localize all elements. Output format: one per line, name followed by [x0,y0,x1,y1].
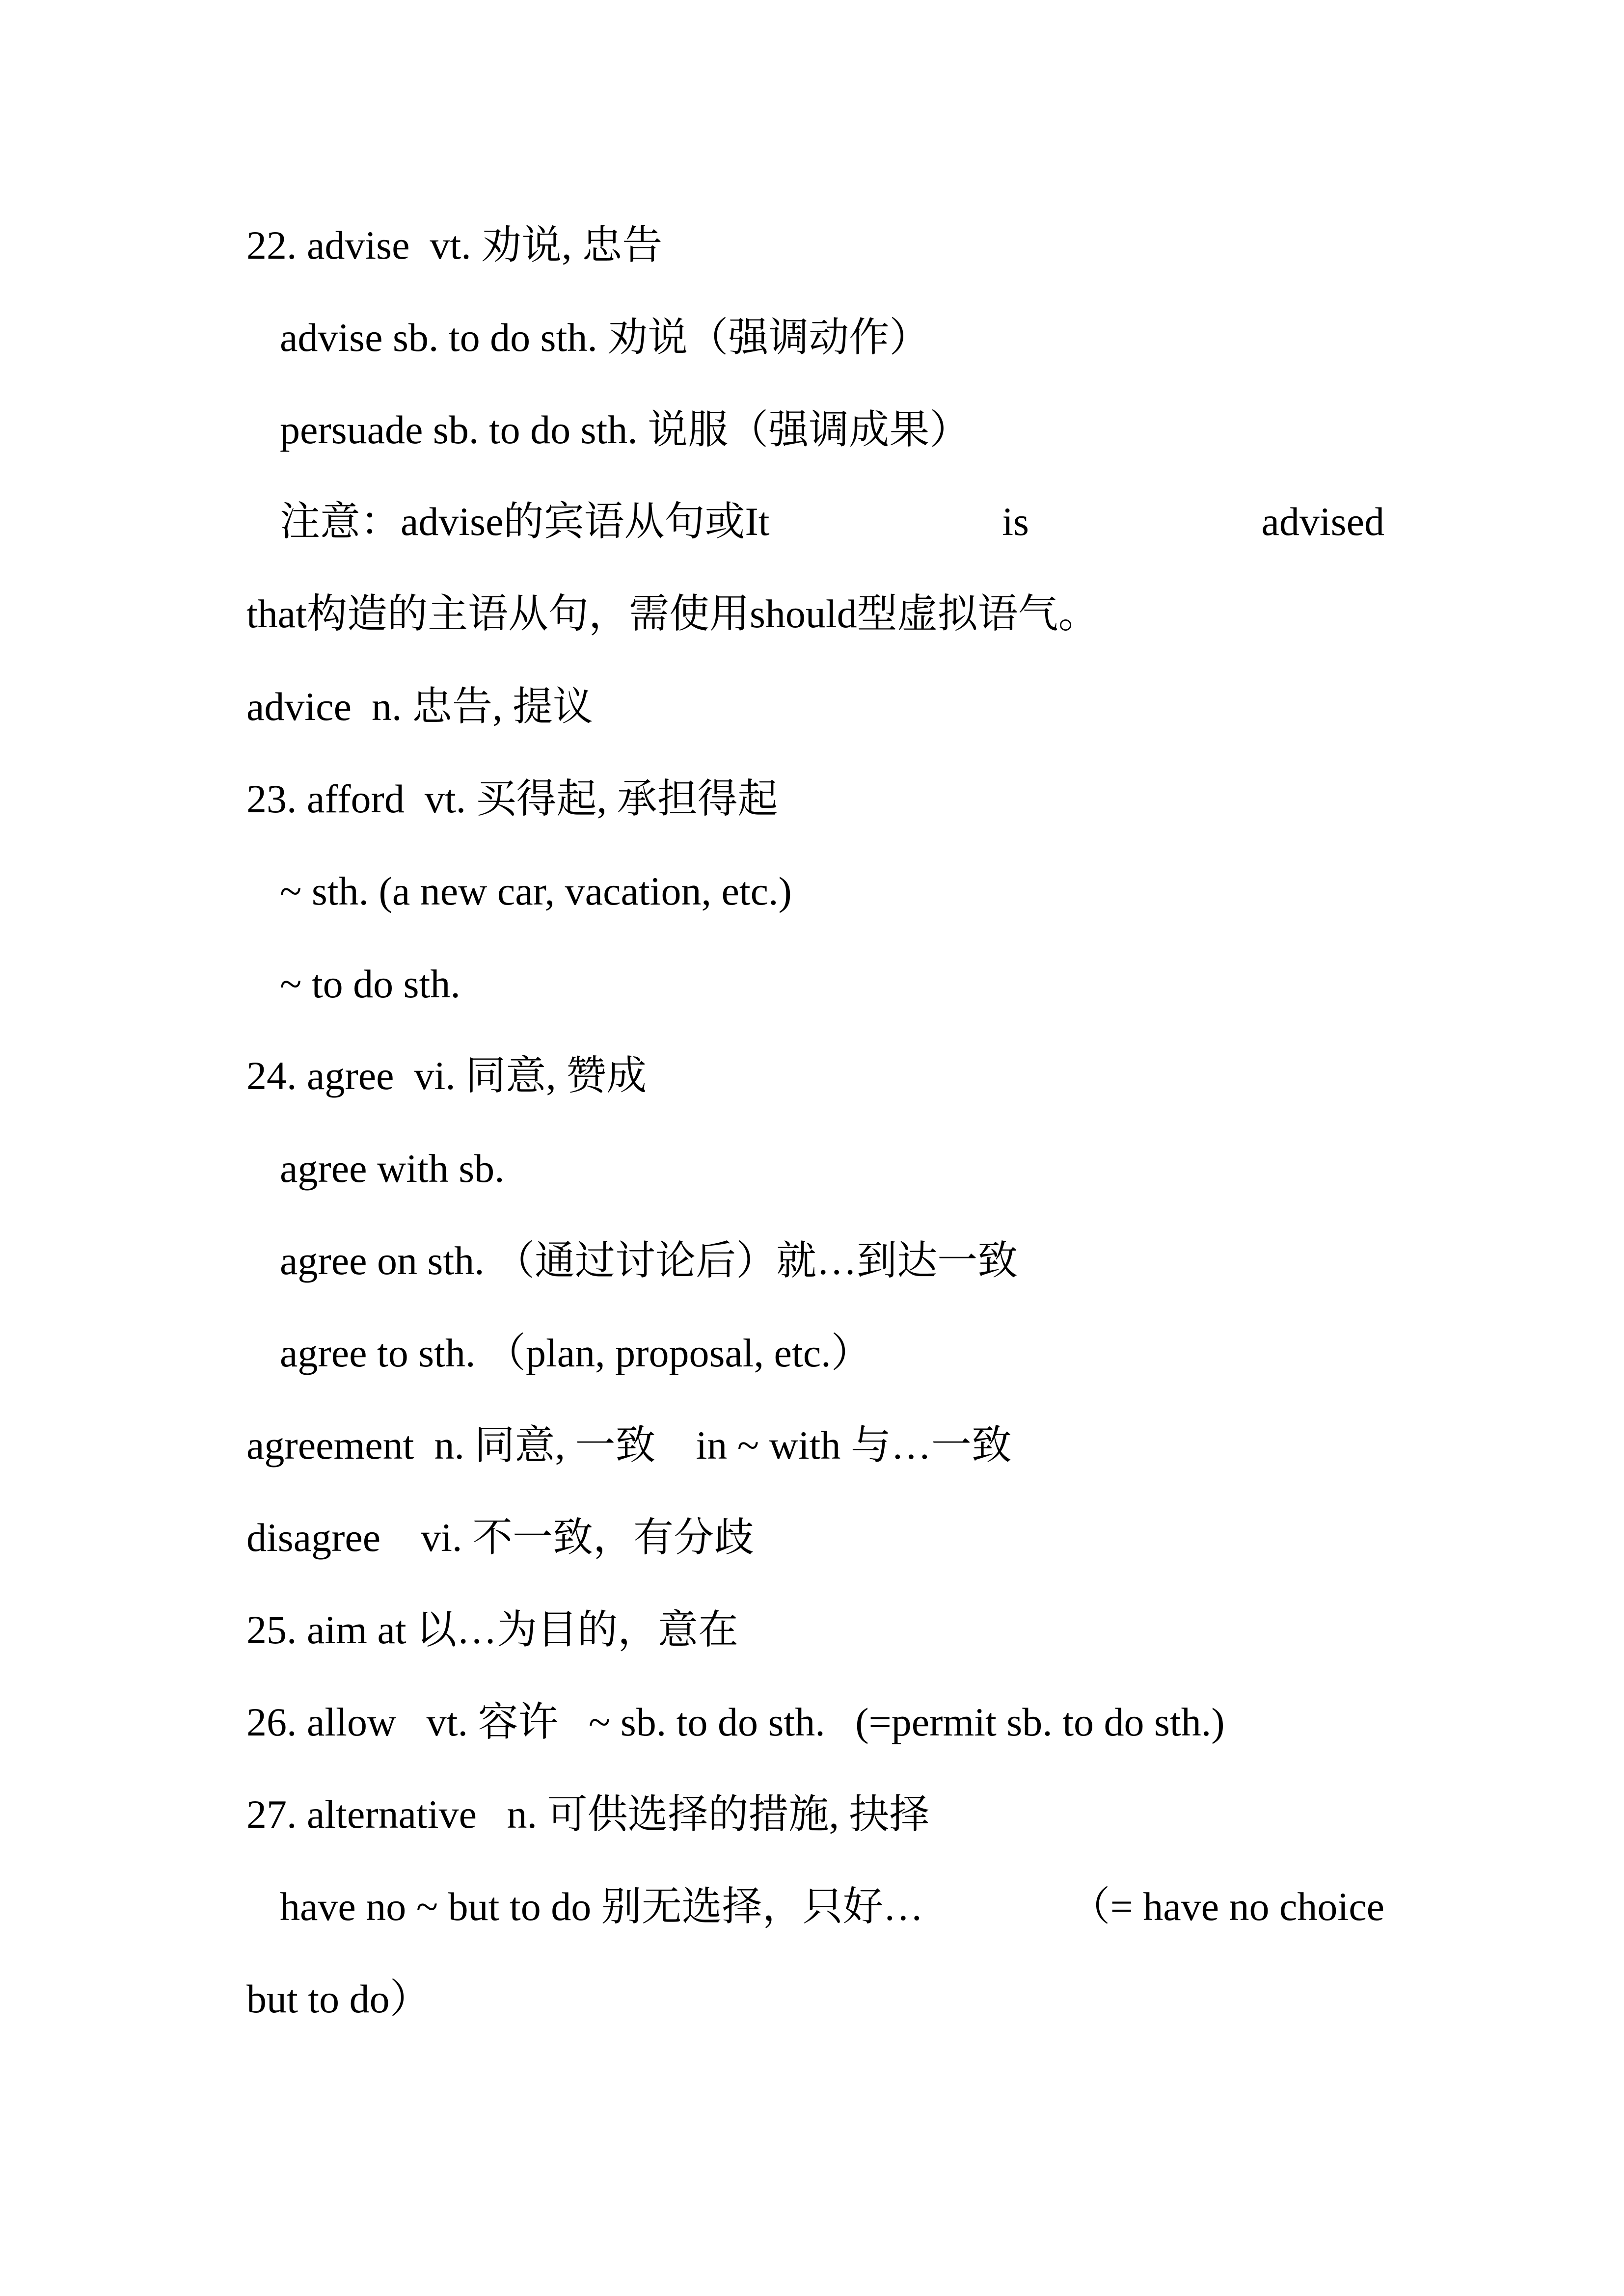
entry-27-usage-continuation: but to do） [246,1976,430,2021]
entry-27-usage-part2: （= have no choice [1070,1884,1384,1929]
entry-27-usage-line [280,1882,1384,1931]
entry-23-usage-sth: ~ sth. (a new car, vacation, etc.) [280,869,792,913]
entry-22-note-part1: 注意：advise的宾语从句或It [280,499,770,544]
entry-24-headword: 24. agree vi. 同意, 赞成 [246,1053,647,1098]
entry-23-usage-todo: ~ to do sth. [280,961,460,1006]
entry-27-usage-part1: have no ~ but to do 别无选择，只好… [280,1884,923,1929]
entry-22-usage-persuade: persuade sb. to do sth. 说服（强调成果） [280,407,970,452]
entry-22-headword: 22. advise vt. 劝说, 忠告 [246,223,663,267]
entry-22-note-part2: is [1002,499,1029,544]
entry-24-usage-with: agree with sb. [280,1146,505,1191]
entry-27-headword: 27. alternative n. 可供选择的措施, 抉择 [246,1792,930,1837]
entry-26-headword: 26. allow vt. 容许 ~ sb. to do sth. (=permit sb. to do sth.) [246,1700,1225,1744]
entry-24-agreement: agreement n. 同意, 一致 in ~ with 与…一致 [246,1423,1012,1468]
entry-24-usage-to: agree to sth. （plan, proposal, etc.） [280,1331,871,1375]
entry-22-advice: advice n. 忠告, 提议 [246,684,593,729]
entry-23-headword: 23. afford vt. 买得起, 承担得起 [246,776,778,821]
entry-22-note-part3: advised [1261,499,1384,544]
entry-24-usage-on: agree on sth. （通过讨论后）就…到达一致 [280,1238,1018,1283]
entry-22-note-line [280,497,1384,546]
entry-22-usage-advise: advise sb. to do sth. 劝说（强调动作） [280,315,930,360]
entry-25-headword: 25. aim at 以…为目的，意在 [246,1607,739,1652]
entry-24-disagree: disagree vi. 不一致，有分歧 [246,1515,754,1560]
entry-22-note-continuation: that构造的主语从句，需使用should型虚拟语气。 [246,591,1099,636]
